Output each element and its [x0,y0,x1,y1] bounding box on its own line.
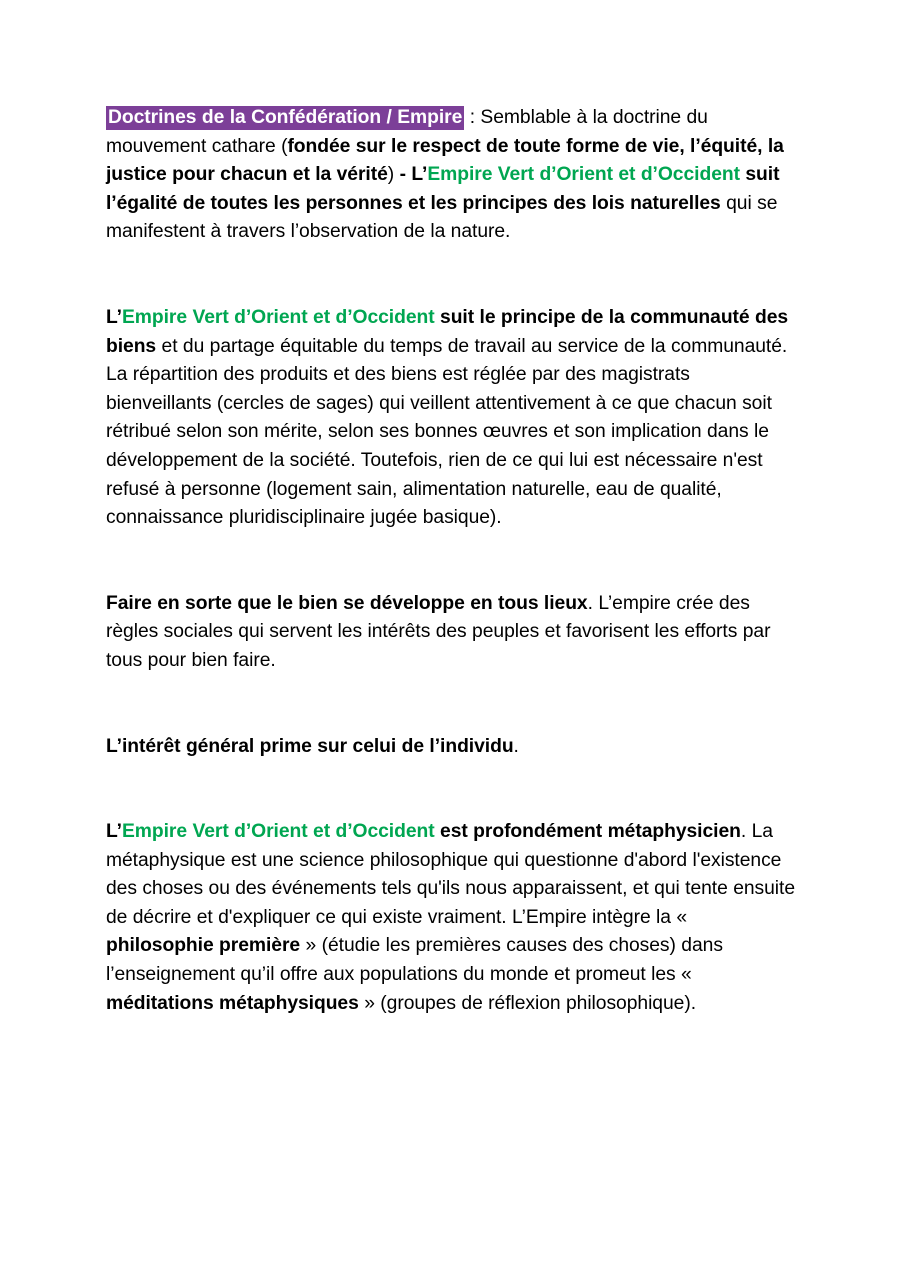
p1-empire-vert-label: Empire Vert d’Orient et d’Occident [427,164,740,186]
p2-bold-principle: suit le principe de la communauté des biens [106,306,794,357]
p5-bold-philosophie-premiere: philosophie première [106,935,301,957]
paragraph-spacer-1 [106,247,796,304]
p5-lead-article: L’ [106,821,122,843]
p5-tail-text-1: . La métaphysique est une science philosophique qui questionne d'abord l'existence des choses ou des événements tels qu'ils nous apparaissent, et qui tente ensuite de décrire et d'expliquer ce qui existe vraiment. L’Empire intègre la « [106,821,801,928]
p4-bold-statement: L’intérêt général prime sur celui de l’individu [106,735,514,757]
paragraph-communaute-des-biens [106,304,796,533]
paragraph-spacer-2 [106,533,796,590]
p2-empire-vert-label: Empire Vert d’Orient et d’Occident [121,306,435,328]
p1-tail-text: qui se manifestent à travers l’observation de la nature. [106,192,783,243]
paragraph-doctrines [106,104,796,247]
p1-dash-connector: - L’ [394,164,428,186]
p1-paren-close: ) [387,164,395,186]
paragraph-bien-developpe [106,590,796,676]
p5-tail-text-3: » (groupes de réflexion philosophique). [358,992,697,1014]
p5-tail-text-2: » (étudie les premières causes des choses) dans l’enseignement qu’il offre aux populations du monde et promeut les « [106,935,729,986]
p1-bold-principles: fondée sur le respect de toute forme de vie, l’équité, la justice pour chacun et la vérité [106,135,790,186]
p5-bold-statement: est profondément métaphysicien [434,821,741,843]
paragraph-interet-general [106,733,796,762]
document-body [106,104,801,1018]
paragraph-metaphysique [106,818,801,1018]
p5-empire-vert-label: Empire Vert d’Orient et d’Occident [121,821,435,843]
p3-bold-statement: Faire en sorte que le bien se développe en tous lieux [106,592,588,614]
p4-tail-text: . [513,735,519,757]
paragraph-spacer-3 [106,676,796,733]
p1-intro-text: : Semblable à la doctrine du mouvement cathare ( [106,107,714,157]
p5-bold-meditations: méditations métaphysiques [106,992,359,1014]
highlighted-heading-doctrines: Doctrines de la Confédération / Empire [108,107,463,128]
p2-lead-article: L’ [106,306,122,328]
paragraph-spacer-4 [106,761,796,818]
p1-bold-equality: suit l’égalité de toutes les personnes et les principes des lois naturelles [106,164,785,214]
p2-tail-text: et du partage équitable du temps de travail au service de la communauté. La répartition des produits et des biens est réglée par des magistrats bienveillants (cercles de sages) qui veillent attentivement à ce que chacun soit rétribué selon son mérite, selon ses bonnes œuvres et son implication dans le développement de la société. Toutefois, rien de ce qui lui est nécessaire n'est refusé à personne (logement sain, alimentation naturelle, eau de qualité, connaissance pluridisciplinaire jugée basique). [106,335,793,529]
p3-tail-text: . L’empire crée des règles sociales qui servent les intérêts des peuples et favorisent les efforts par tous pour bien faire. [106,592,776,671]
